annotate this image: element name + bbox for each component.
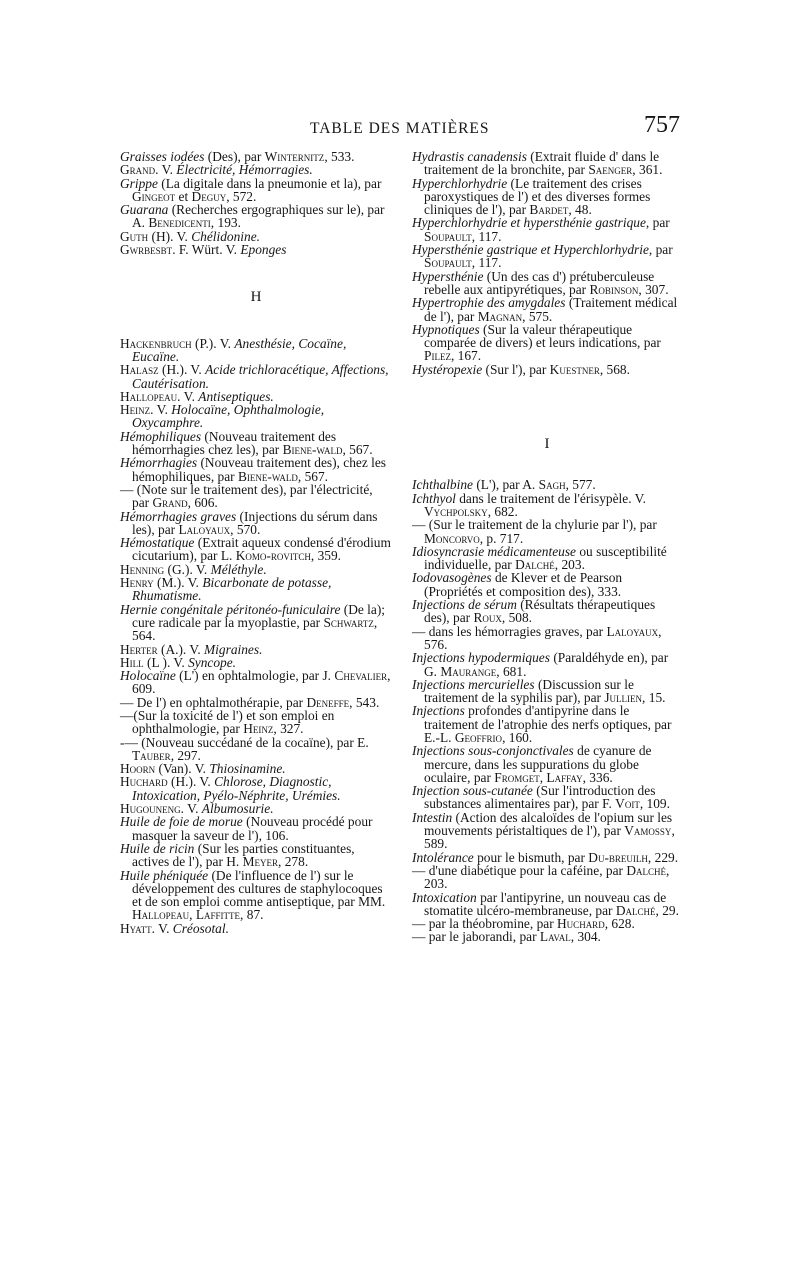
index-entry: — d'une diabétique pour la caféine, par Dalché, 203. [412, 862, 670, 892]
index-entry: Injection sous-cutanée (Sur l'introduction des substances alimentaires par), par F. Voit, 109. [412, 783, 670, 812]
index-entry: Hémorrhagies graves (Injections du sérum dans les), par Laloyaux, 570. [120, 508, 378, 537]
index-entry: — par la théobromine, par Huchard, 628. [412, 916, 635, 932]
index-entry: Hernie congénitale péritonéo-funiculaire (De la); cure radicale par la myoplastie, par Schwartz, 564. [120, 601, 386, 644]
index-entry: Hypnotiques (Sur la valeur thérapeutique comparée de divers) et leurs indications, par Pilez, 167. [412, 321, 661, 364]
index-entry: Hypersthénie (Un des cas d') prétuberculeuse rebelle aux antipyrétiques, par Robinson, 307. [412, 268, 669, 297]
index-entry: Henry (M.). V. Bicarbonate de potasse, Rhumatisme. [120, 575, 332, 604]
index-entry: Heinz. V. Holocaïne, Ophthalmologie, Oxycamphre. [120, 402, 325, 431]
index-entry: Guth (H). V. Chélidonine. [120, 228, 261, 244]
index-entry: Herter (A.). V. Migraines. [120, 641, 263, 657]
section-letter-i: I [544, 436, 550, 453]
index-entry: — dans les hémorragies graves, par Laloyaux, 576. [412, 623, 662, 652]
index-entry: Injections profondes d'antipyrine dans le traitement de l'atrophie des nerfs optiques, par E.-L. Geoffrio, 160. [412, 703, 672, 745]
index-entry: Iodovasogènes de Klever et de Pearson (Propriétés et composition des), 333. [412, 570, 623, 599]
index-entry: Hallopeau. V. Antiseptiques. [120, 388, 274, 404]
index-entry: Injections de sérum (Résultats thérapeutiques des), par Roux, 508. [412, 597, 656, 626]
index-entry: Hyperchlorhydrie et hypersthénie gastrique, par Soupault, 117. [412, 215, 670, 244]
index-entry: Gwrbesbt. F. Würt. V. Eponges [120, 242, 287, 258]
index-entry: — (Note sur le traitement des), par l'électricité, par Grand, 606. [120, 481, 373, 511]
index-entry: Graisses iodées (Des), par Winternitz, 533. [120, 149, 355, 164]
index-entry: Intestin (Action des alcaloïdes de l'opium sur les mouvements péristaltiques de l'), par Vamossy, 589. [412, 809, 675, 852]
index-entry: Hémorrhagies (Nouveau traitement des), chez les hémophiliques, par Biene-wald, 567. [120, 455, 386, 484]
index-entry: Grippe (La digitale dans la pneumonie et la), par Gingeot et Deguy, 572. [120, 175, 382, 204]
index-entry: Huile de foie de morue (Nouveau procédé pour masquer la saveur de l'), 106. [120, 814, 373, 843]
index-entry: Intoxication par l'antipyrine, un nouveau cas de stomatite ulcéro-membraneuse, par Dalché, 29. [412, 889, 679, 918]
index-entry: Holocaïne (L') en ophtalmologie, par J. Chevalier, 609. [120, 668, 391, 697]
index-entry: Guarana (Recherches ergographiques sur le), par A. Benedicenti, 193. [120, 202, 385, 231]
index-entry: Hystéropexie (Sur l'), par Kuestner, 568. [412, 361, 630, 377]
index-entry: Ichthalbine (L'), par A. Sagh, 577. [412, 477, 596, 493]
index-entry: Hackenbruch (P.). V. Anesthésie, Cocaïne, Eucaïne. [120, 335, 347, 364]
index-entry: Injections sous-conjonctivales de cyanure de mercure, dans les suppurations du globe oculaire, par Fromget, Laffay, 336. [412, 743, 652, 785]
index-entry: Injections mercurielles (Discussion sur le traitement de la syphilis par), par Jullien, 15. [412, 676, 666, 706]
index-entry: Huile de ricin (Sur les parties constituantes, actives de l'), par H. Meyer, 278. [120, 840, 355, 870]
index-entry: -— (Nouveau succédané de la cocaïne), par E. Tauber, 297. [120, 734, 369, 763]
page-header [120, 112, 680, 146]
index-entry: Hémophiliques (Nouveau traitement des hémorrhagies chez les), par Biene-wald, 567. [120, 428, 373, 458]
index-entry: — par le jaborandi, par Laval, 304. [412, 929, 601, 945]
right-column [412, 150, 682, 944]
index-entry: Grand. V. Électricité, Hémorragies. [120, 162, 313, 178]
index-entry: Hill (L ). V. Syncope. [120, 654, 237, 670]
index-entry: Huile phéniquée (De l'influence de l') sur le développement des cultures de staphylocoques et de son emploi comme antiseptique, par MM. Hallopeau, Laffitte, 87. [120, 867, 386, 923]
index-entry: Huchard (H.). V. Chlorose, Diagnostic, Intoxication, Pyélo-Néphrite, Urémies. [120, 774, 341, 803]
index-entry: Intolérance pour le bismuth, par Du-breuilh, 229. [412, 849, 679, 865]
index-entry: — (Sur le traitement de la chylurie par l'), par Moncorvo, p. 717. [412, 517, 657, 546]
section-letter-h: H [250, 289, 262, 306]
running-title: TABLE DES MATIÈRES [310, 120, 490, 137]
index-entry: Hoorn (Van). V. Thiosinamine. [120, 761, 286, 777]
index-entry: Hyperchlorhydrie (Le traitement des crises paroxystiques de l') et des diverses formes cliniques de l'), par Bardet, 48. [412, 175, 651, 218]
index-entry: Hyatt. V. Créosotal. [120, 920, 229, 936]
index-entry: — De l') en ophtalmothérapie, par Deneffe, 543. [120, 694, 380, 710]
index-entry: Ichthyol dans le traitement de l'érisypèle. V. Vychpolsky, 682. [412, 490, 646, 519]
left-column [120, 150, 392, 935]
index-entry: Hypersthénie gastrique et Hyperchlorhydrie, par Soupault, 117. [412, 242, 673, 271]
index-entry: Hugouneng. V. Albumosurie. [120, 801, 274, 817]
index-entry: Halasz (H.). V. Acide trichloracétique, Affections, Cautérisation. [120, 362, 389, 391]
page-number: 757 [644, 112, 680, 138]
index-entry: Hémostatique (Extrait aqueux condensé d'érodium cicutarium), par L. Komo-rovitch, 359. [120, 535, 391, 564]
index-entry: Idiosyncrasie médicamenteuse ou susceptibilité individuelle, par Dalché, 203. [412, 543, 667, 573]
index-entry: Hydrastis canadensis (Extrait fluide d' dans le traitement de la bronchite, par Saenger, 361. [412, 149, 663, 178]
index-entry: Henning (G.). V. Méléthyle. [120, 561, 267, 577]
index-entry: —(Sur la toxicité de l') et son emploi en ophthalmologie, par Heinz, 327. [120, 707, 335, 737]
index-entry: Hypertrophie des amygdales (Traitement médical de l'), par Magnan, 575. [412, 295, 678, 324]
index-entry: Injections hypodermiques (Paraldéhyde en), par G. Maurange, 681. [412, 650, 669, 679]
